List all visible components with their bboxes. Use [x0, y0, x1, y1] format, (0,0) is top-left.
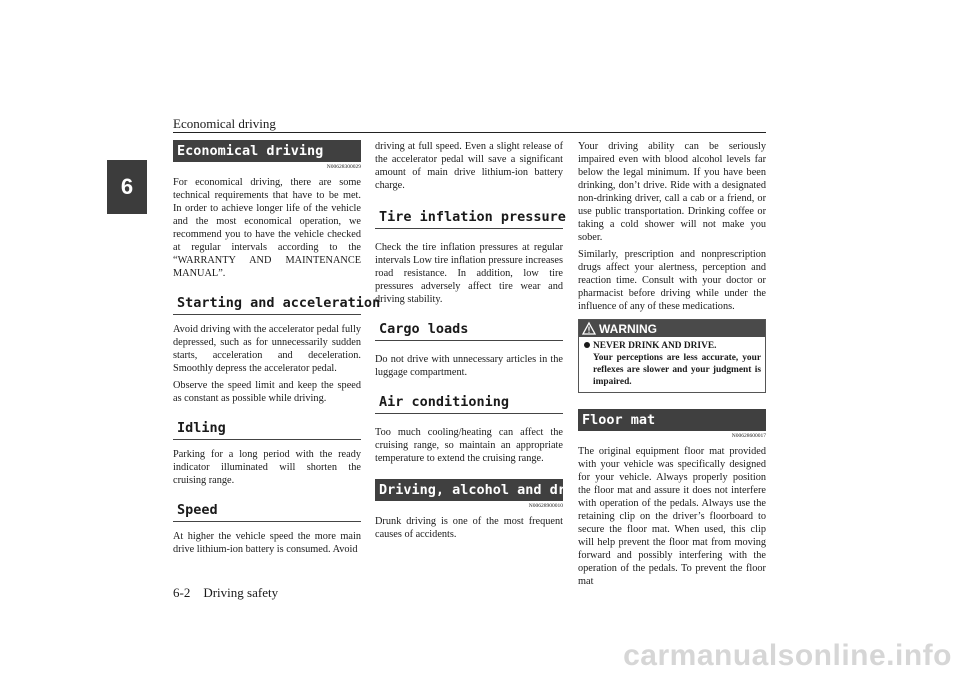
warning-title: NEVER DRINK AND DRIVE.	[593, 341, 717, 351]
doc-code: N00628300029	[326, 164, 361, 170]
chapter-tab: 6	[107, 160, 147, 214]
heading-alcohol-drugs: Driving, alcohol and drugs	[375, 479, 563, 501]
warning-label: WARNING	[599, 321, 657, 336]
heading-air-conditioning: Air conditioning	[375, 391, 563, 414]
heading-speed: Speed	[173, 499, 361, 522]
paragraph-drugs: Similarly, prescription and nonprescription drugs affect your alertness, perception and reaction time. Consult with your doctor or pharmacist before driving while under the influence of any of these medications.	[578, 249, 766, 312]
paragraph-air: Too much cooling/heating can affect the cruising range, so maintain an appropriate temperature to extend the cruising range.	[375, 427, 563, 464]
heading-idling: Idling	[173, 417, 361, 440]
paragraph-economical: For economical driving, there are some technical requirements that have to be met. In order to achieve longer life of the vehicle and the most economical operation, we recommend you to have the vehicle checked at regular intervals according to the “WARRANTY AND MAINTENANCE MANUAL”.	[173, 177, 361, 279]
heading-cargo-loads: Cargo loads	[375, 318, 563, 341]
heading-floor-mat: Floor mat	[578, 409, 766, 431]
paragraph-cargo: Do not drive with unnecessary articles in the luggage compartment.	[375, 354, 563, 378]
warning-header	[579, 320, 765, 337]
column-3	[578, 140, 766, 588]
heading-tire-inflation: Tire inflation pressure	[375, 206, 563, 229]
warning-text: Your perceptions are less accurate, your reflexes are slower and your judgment is impaired.	[593, 353, 761, 387]
warning-triangle-icon	[582, 322, 596, 335]
heading-starting-acceleration: Starting and acceleration	[173, 292, 361, 315]
paragraph-starting-2: Observe the speed limit and keep the speed as constant as possible while driving.	[173, 380, 361, 404]
paragraph-speed-continued: driving at full speed. Even a slight release of the accelerator pedal will save a significant amount of main drive lithium-ion battery charge.	[375, 141, 563, 191]
heading-economical-driving: Economical driving	[173, 140, 361, 162]
paragraph-starting-1: Avoid driving with the accelerator pedal fully depressed, such as for unnecessarily sudden starts, acceleration and deceleration. Smoothly depress the accelerator pedal.	[173, 324, 361, 374]
warning-box	[578, 319, 766, 393]
paragraph-floor-mat: The original equipment floor mat provided with your vehicle was specifically designed for your vehicle. Always properly position the floor mat and assure it does not interfere with operation of the pedals. Always use the retaining clip on the driver’s floorboard to secure the floor mat. When used, this clip will help prevent the floor mat from moving forward and possibly interfering with the operation of the pedals. To prevent the floor mat	[578, 446, 766, 587]
paragraph-speed: At higher the vehicle speed the more main drive lithium-ion battery is consumed. Avoid	[173, 531, 361, 555]
paragraph-alcohol-impairment: Your driving ability can be seriously impaired even with blood alcohol levels far below the legal minimum. If you have been drinking, don’t drive. Ride with a designated non-drinking driver, call a cab or a friend, or use public transportation. Drinking coffee or taking a cold shower will not make you sober.	[578, 141, 766, 243]
doc-code: N00628900010	[528, 503, 563, 509]
page-footer	[173, 585, 278, 601]
paragraph-idling: Parking for a long period with the ready indicator illuminated will shorten the cruising range.	[173, 449, 361, 486]
watermark: carmanualsonline.info	[623, 639, 952, 672]
paragraph-tire: Check the tire inflation pressures at regular intervals Low tire inflation pressure increases road resistance. In addition, low tire pressures adversely affect tire wear and driving stability.	[375, 242, 563, 305]
page-header-title: Economical driving	[173, 116, 276, 131]
warning-body	[579, 337, 765, 392]
page-number: 6-2	[173, 585, 191, 600]
bullet-icon	[584, 342, 590, 348]
paragraph-alcohol: Drunk driving is one of the most frequent causes of accidents.	[375, 516, 563, 540]
column-2	[375, 140, 591, 541]
doc-code: N00628600017	[731, 433, 766, 439]
header-rule	[173, 132, 766, 133]
column-1	[173, 140, 381, 556]
footer-section: Driving safety	[203, 585, 279, 600]
